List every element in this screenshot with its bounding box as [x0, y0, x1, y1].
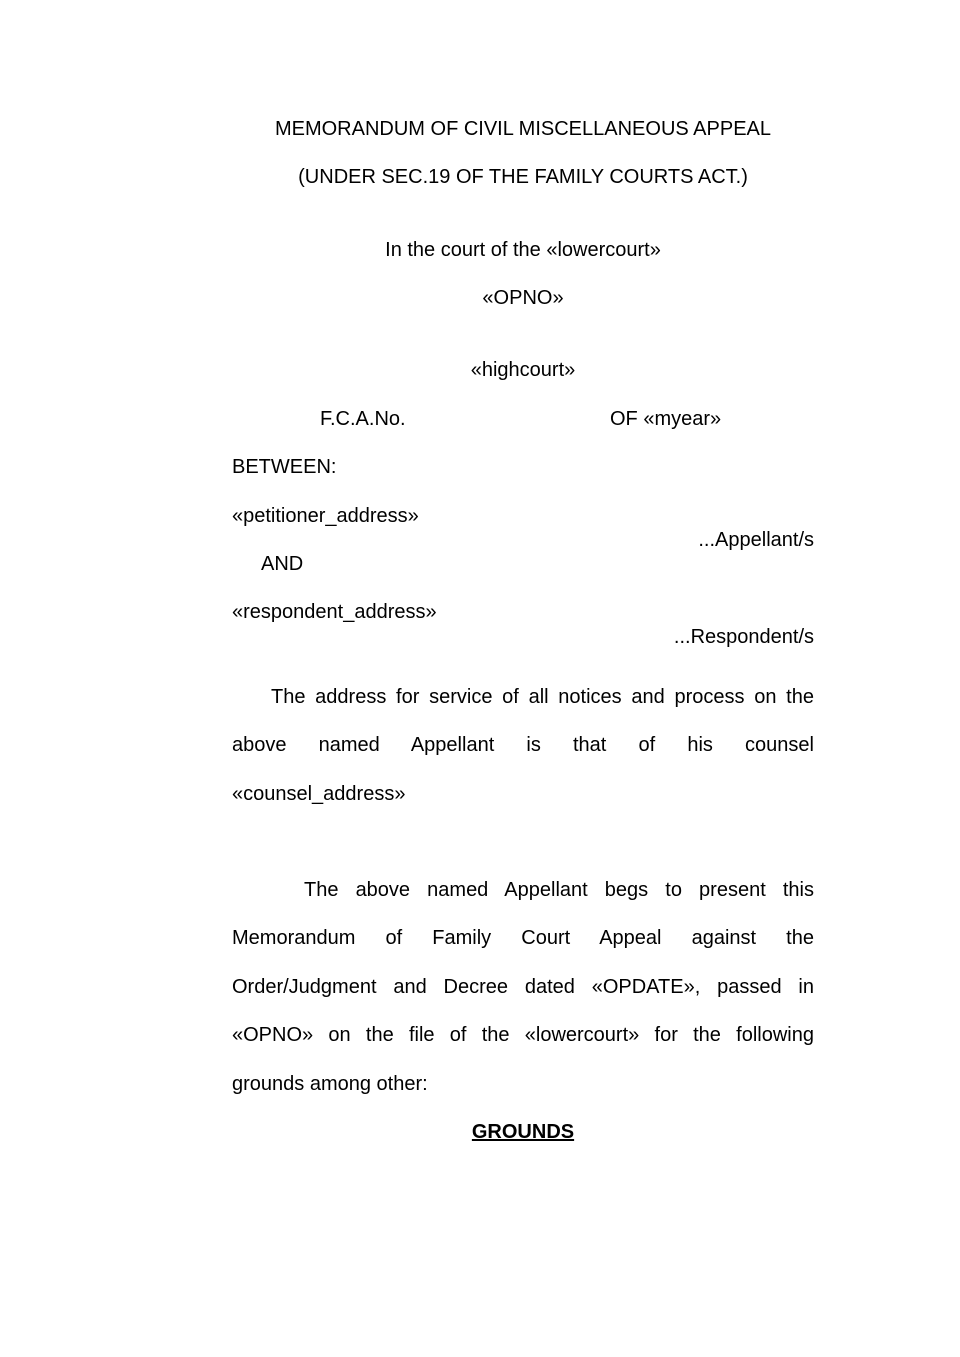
service-paragraph-line: above named Appellant is that of his counsel	[232, 734, 814, 756]
appeal-paragraph-line: Memorandum of Family Court Appeal against the	[232, 927, 814, 949]
op-number: «OPNO»	[482, 287, 564, 309]
counsel-address: «counsel_address»	[232, 783, 406, 805]
fca-number-label: F.C.A.No.	[320, 408, 406, 430]
year-label: OF «myear»	[610, 408, 722, 430]
memorandum-title: MEMORANDUM OF CIVIL MISCELLANEOUS APPEAL	[274, 118, 772, 140]
petitioner-address: «petitioner_address»	[232, 505, 419, 527]
between-label: BETWEEN:	[232, 456, 337, 478]
memorandum-subtitle: (UNDER SEC.19 OF THE FAMILY COURTS ACT.)	[298, 166, 748, 188]
appeal-paragraph-last-line: grounds among other:	[232, 1073, 428, 1095]
high-court: «highcourt»	[470, 359, 576, 381]
appellant-label: ...Appellant/s	[698, 529, 814, 551]
appeal-paragraph-line: Order/Judgment and Decree dated «OPDATE», passed in	[232, 976, 814, 998]
service-paragraph-line: The address for service of all notices and process on the	[271, 686, 814, 708]
grounds-heading: GROUNDS	[471, 1121, 575, 1143]
appeal-paragraph-line: The above named Appellant begs to present this	[304, 879, 814, 901]
lower-court-line: In the court of the «lowercourt»	[385, 239, 661, 261]
respondent-address: «respondent_address»	[232, 601, 437, 623]
and-label: AND	[261, 553, 304, 575]
respondent-label: ...Respondent/s	[673, 626, 814, 648]
appeal-paragraph-line: «OPNO» on the file of the «lowercourt» for the following	[232, 1024, 814, 1046]
